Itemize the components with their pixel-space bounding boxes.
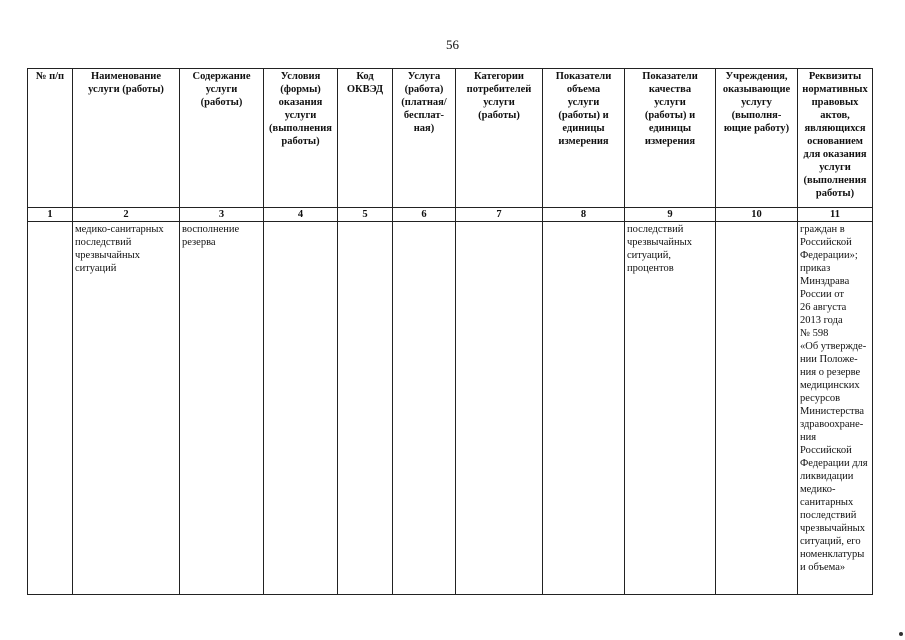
header-cell-okved-code: Код ОКВЭД bbox=[338, 69, 393, 208]
column-number-cell: 8 bbox=[543, 208, 625, 222]
table-cell-service-name: медико-санитарных последствий чрезвычайных ситуаций bbox=[73, 222, 180, 595]
table-cell-legal-acts: граждан в Российской Федерации»; приказ Минздрава России от 26 августа 2013 года № 598 «Об утвержде- нии Положе- ния о резерве медицинских ресурсов Министерства здравоохране- ния Российской Федерации для ликвидации медико- санитарных последствий чрезвычайных ситуаций, его номенклатуры и объема» bbox=[798, 222, 873, 595]
header-cell-paid-free: Услуга (работа) (платная/ бесплат- ная) bbox=[393, 69, 456, 208]
header-row bbox=[28, 69, 873, 208]
column-number-cell: 7 bbox=[456, 208, 543, 222]
column-number-row bbox=[28, 208, 873, 222]
table-cell-institutions bbox=[716, 222, 798, 595]
header-cell-consumer-categories: Категории потребителей услуги (работы) bbox=[456, 69, 543, 208]
services-table bbox=[27, 68, 873, 595]
column-number-cell: 2 bbox=[73, 208, 180, 222]
header-cell-number: № п/п bbox=[28, 69, 73, 208]
header-cell-service-content: Содержание услуги (работы) bbox=[180, 69, 264, 208]
table-cell-conditions bbox=[264, 222, 338, 595]
column-number-cell: 4 bbox=[264, 208, 338, 222]
header-cell-volume-indicators: Показатели объема услуги (работы) и единицы измерения bbox=[543, 69, 625, 208]
header-cell-legal-acts: Реквизиты нормативных правовых актов, являющихся основанием для оказания услуги (выполнения работы) bbox=[798, 69, 873, 208]
table-cell-okved-code bbox=[338, 222, 393, 595]
scan-speck bbox=[899, 632, 903, 636]
header-cell-service-name: Наименование услуги (работы) bbox=[73, 69, 180, 208]
header-cell-institutions: Учреждения, оказывающие услугу (выполня- ющие работу) bbox=[716, 69, 798, 208]
page-number: 56 bbox=[446, 37, 459, 52]
column-number-cell: 9 bbox=[625, 208, 716, 222]
table-cell-quality-indicators: последствий чрезвычайных ситуаций, процентов bbox=[625, 222, 716, 595]
column-number-cell: 1 bbox=[28, 208, 73, 222]
table-cell-number bbox=[28, 222, 73, 595]
table-row bbox=[28, 222, 873, 595]
column-number-cell: 11 bbox=[798, 208, 873, 222]
table-cell-paid-free bbox=[393, 222, 456, 595]
column-number-cell: 3 bbox=[180, 208, 264, 222]
table-cell-volume-indicators bbox=[543, 222, 625, 595]
table-cell-service-content: восполнение резерва bbox=[180, 222, 264, 595]
column-number-cell: 10 bbox=[716, 208, 798, 222]
column-number-cell: 5 bbox=[338, 208, 393, 222]
header-cell-quality-indicators: Показатели качества услуги (работы) и единицы измерения bbox=[625, 69, 716, 208]
column-number-cell: 6 bbox=[393, 208, 456, 222]
table-cell-consumer-categories bbox=[456, 222, 543, 595]
header-cell-conditions: Условия (формы) оказания услуги (выполнения работы) bbox=[264, 69, 338, 208]
